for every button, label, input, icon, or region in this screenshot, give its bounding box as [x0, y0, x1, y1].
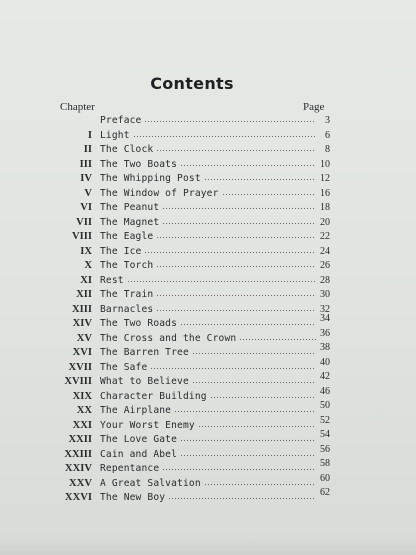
dot-leader — [192, 378, 316, 384]
toc-row — [0, 313, 416, 332]
toc-entry — [100, 288, 316, 302]
chapter-number: XXII — [68, 434, 92, 445]
page-column-header: Page — [303, 101, 325, 113]
dot-leader — [162, 204, 316, 210]
toc-row — [0, 230, 416, 245]
toc-row — [0, 201, 416, 216]
chapter-column-header: Chapter — [60, 101, 95, 113]
page-number: 28 — [320, 274, 330, 286]
page-number: 30 — [320, 289, 330, 300]
chapter-number: XXVI — [64, 492, 92, 503]
toc-row — [0, 443, 416, 463]
toc-row — [0, 187, 416, 202]
toc-row — [0, 371, 416, 390]
toc-entry — [100, 361, 316, 375]
dot-leader — [144, 117, 316, 123]
chapter-number: IX — [80, 245, 92, 257]
page-number: 26 — [320, 260, 330, 271]
page-number: 42 — [320, 371, 330, 382]
toc-row — [0, 216, 416, 231]
chapter-number: VI — [80, 202, 92, 213]
toc-row — [0, 385, 416, 405]
toc-row — [0, 245, 416, 260]
page-number: 24 — [320, 245, 330, 257]
page-number: 22 — [320, 231, 330, 242]
dot-leader — [162, 465, 316, 471]
toc-row — [0, 288, 416, 303]
toc-entry — [100, 375, 316, 389]
page-number: 8 — [325, 144, 330, 155]
chapter-title: The Peanut — [100, 202, 160, 213]
dot-leader — [133, 132, 316, 138]
chapter-title: The Barren Tree — [100, 347, 189, 358]
page-number: 38 — [320, 342, 330, 353]
chapter-number: XXIV — [64, 463, 92, 474]
page-number: 10 — [320, 158, 330, 170]
page-number: 16 — [320, 187, 330, 199]
dot-leader — [210, 393, 316, 399]
dot-leader — [180, 161, 316, 167]
chapter-number: XVI — [72, 347, 92, 358]
page-number: 52 — [320, 414, 330, 426]
chapter-title: The Love Gate — [100, 434, 178, 445]
toc-entry — [100, 346, 316, 360]
toc-row — [0, 274, 416, 289]
page-number: 12 — [320, 173, 330, 184]
chapter-title: The Clock — [100, 144, 154, 155]
toc-entry — [100, 259, 316, 273]
toc-row — [0, 172, 416, 187]
toc-entry — [100, 448, 316, 462]
chapter-title: Your Worst Enemy — [100, 419, 195, 431]
toc-entry — [100, 201, 316, 215]
toc-entry — [100, 317, 316, 331]
toc-entry — [100, 404, 316, 418]
chapter-title: The Ice — [100, 245, 142, 257]
chapter-number: III — [79, 158, 92, 170]
chapter-title: The New Boy — [100, 492, 166, 503]
toc-entry — [100, 462, 316, 476]
toc-entry — [100, 303, 316, 317]
chapter-title: The Eagle — [100, 231, 154, 242]
chapter-number: I — [87, 129, 92, 141]
toc-row — [0, 342, 416, 361]
toc-entry — [100, 390, 316, 404]
dot-leader — [180, 320, 316, 326]
chapter-title: The Train — [100, 289, 154, 300]
toc-row — [0, 429, 416, 448]
chapter-number: IV — [80, 173, 92, 184]
page-number: 20 — [320, 216, 330, 228]
toc-row — [0, 303, 416, 318]
chapter-title: The Cross and the Crown — [100, 332, 237, 344]
chapter-title: The Window of Prayer — [100, 187, 219, 199]
dot-leader — [174, 407, 316, 413]
chapter-title: The Two Boats — [100, 158, 178, 170]
toc-entry — [100, 143, 316, 157]
page-number: 18 — [320, 202, 330, 213]
chapter-title: A Great Salvation — [100, 477, 201, 489]
chapter-title: Repentance — [100, 463, 160, 474]
toc-entry — [100, 230, 316, 244]
dot-leader — [150, 364, 316, 370]
chapter-title: The Safe — [100, 361, 148, 373]
chapter-number: XV — [76, 332, 92, 344]
toc-row — [0, 327, 416, 347]
dot-leader — [222, 190, 316, 196]
chapter-number: XVII — [68, 361, 92, 373]
page-number: 50 — [320, 400, 330, 411]
chapter-title: The Two Roads — [100, 318, 178, 329]
dot-leader — [192, 349, 316, 355]
toc-row — [0, 472, 416, 492]
dot-leader — [204, 175, 316, 181]
toc-row — [0, 356, 416, 376]
toc-entry — [100, 216, 316, 230]
chapter-title: The Torch — [100, 260, 154, 271]
dot-leader — [168, 494, 316, 500]
chapter-number: X — [84, 260, 92, 271]
page-number: 60 — [320, 472, 330, 484]
page-number: 58 — [320, 458, 330, 469]
chapter-number: XIII — [71, 303, 92, 315]
page-number: 62 — [320, 487, 330, 498]
chapter-title: The Airplane — [100, 405, 172, 416]
toc-row — [0, 129, 416, 144]
chapter-title: Cain and Abel — [100, 448, 178, 460]
dot-leader — [156, 233, 316, 239]
table-of-contents — [0, 114, 416, 506]
chapter-title: Barnacles — [100, 303, 154, 315]
chapter-number: VII — [76, 216, 92, 228]
chapter-number: XIV — [72, 318, 92, 329]
toc-row — [0, 487, 416, 506]
chapter-number: XXI — [72, 419, 92, 431]
toc-row — [0, 158, 416, 173]
toc-entry — [100, 274, 316, 288]
toc-entry — [100, 245, 316, 259]
page-number: 3 — [325, 115, 330, 126]
chapter-title: The Magnet — [100, 216, 160, 228]
page-number: 6 — [325, 129, 330, 141]
toc-entry — [100, 187, 316, 201]
chapter-title: Preface — [100, 115, 142, 126]
chapter-number: XIX — [72, 390, 92, 402]
dot-leader — [156, 146, 316, 152]
toc-entry — [100, 477, 316, 491]
chapter-title: What to Believe — [100, 376, 189, 387]
page-number: 36 — [320, 327, 330, 339]
chapter-number: XX — [76, 405, 92, 416]
toc-row — [0, 458, 416, 477]
chapter-title: Character Building — [100, 390, 207, 402]
chapter-number: XII — [76, 289, 92, 300]
page-number: 54 — [320, 429, 330, 440]
chapter-title: Light — [100, 129, 130, 141]
chapter-number: V — [84, 187, 92, 199]
dot-leader — [144, 248, 316, 254]
chapter-number: II — [83, 144, 92, 155]
page-number: 56 — [320, 443, 330, 455]
page-number: 32 — [320, 303, 330, 315]
dot-leader — [156, 262, 316, 268]
toc-entry — [100, 419, 316, 433]
dot-leader — [156, 291, 316, 297]
toc-row — [0, 400, 416, 419]
page-number: 46 — [320, 385, 330, 397]
chapter-number: XI — [80, 274, 92, 286]
toc-entry — [100, 172, 316, 186]
page-title: Contents — [150, 74, 234, 93]
page-number: 34 — [320, 313, 330, 324]
toc-entry — [100, 332, 316, 346]
chapter-title: The Whipping Post — [100, 173, 201, 184]
toc-row — [0, 114, 416, 129]
dot-leader — [127, 277, 316, 283]
toc-entry — [100, 433, 316, 447]
toc-row — [0, 259, 416, 274]
dot-leader — [180, 436, 316, 442]
page-number: 40 — [320, 356, 330, 368]
dot-leader — [156, 306, 316, 312]
chapter-number: XXV — [69, 477, 92, 489]
chapter-number: XXIII — [64, 448, 92, 460]
dot-leader — [162, 219, 316, 225]
chapter-number: XVIII — [64, 376, 92, 387]
dot-leader — [180, 451, 316, 457]
dot-leader — [239, 335, 316, 341]
dot-leader — [204, 480, 316, 486]
chapter-title: Rest — [100, 274, 124, 286]
dot-leader — [198, 422, 316, 428]
toc-row — [0, 143, 416, 158]
toc-entry — [100, 129, 316, 143]
toc-entry — [100, 491, 316, 505]
chapter-number: VIII — [71, 231, 92, 242]
toc-entry — [100, 114, 316, 128]
toc-row — [0, 414, 416, 434]
toc-entry — [100, 158, 316, 172]
